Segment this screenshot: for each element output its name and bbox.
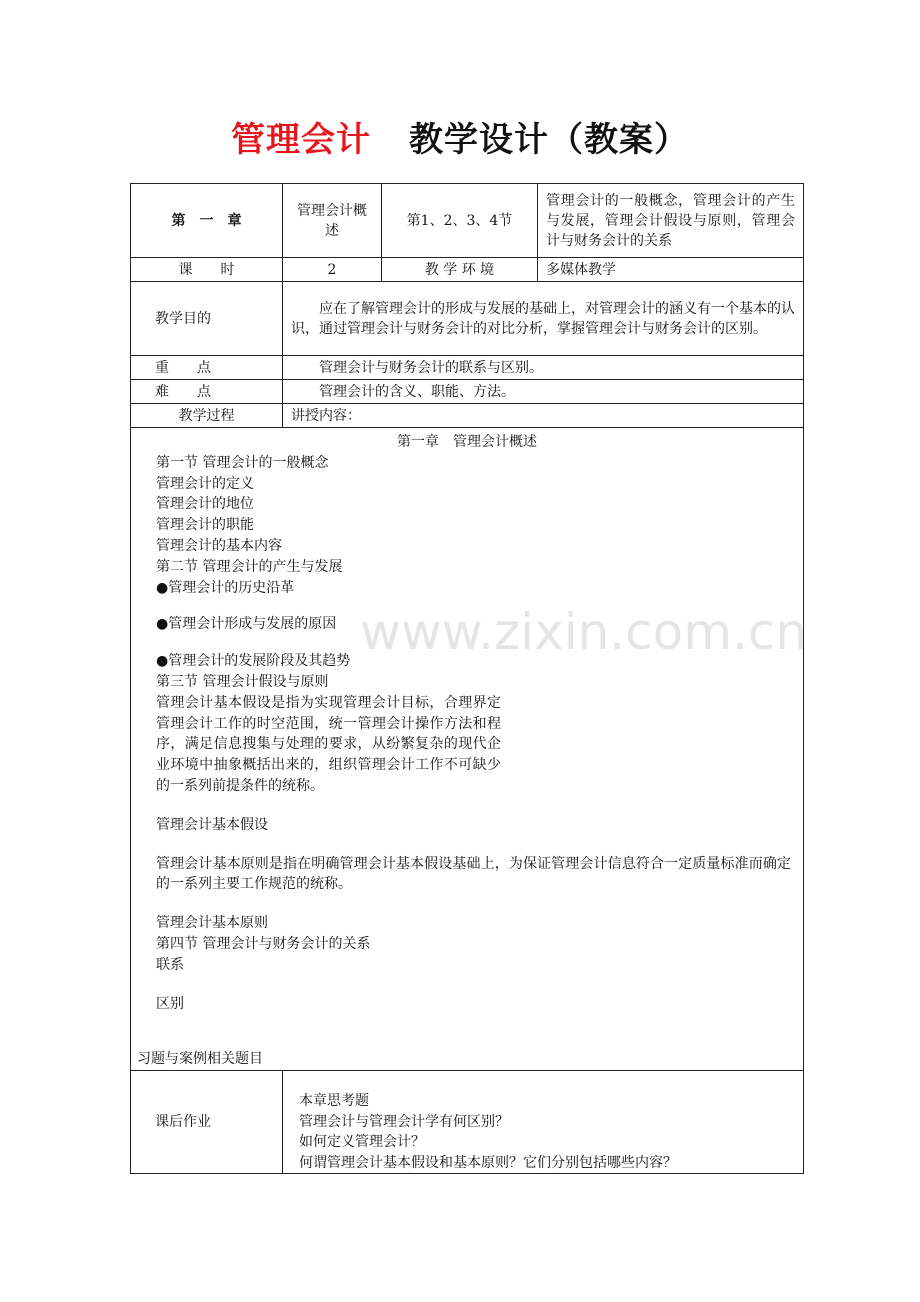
process-row: [131, 404, 804, 428]
homework-item: 何谓管理会计基本假设和基本原则？它们分别包括哪些内容？: [299, 1154, 677, 1171]
section-4-heading: 第四节 管理会计与财务会计的关系: [156, 935, 371, 952]
lecture-content: [131, 428, 803, 1070]
topics-cell: 管理会计的一般概念，管理会计的产生与发展，管理会计假设与原则，管理会计与财务会计的关系: [538, 184, 804, 258]
sections-cell: 第1、2、3、4节: [382, 184, 538, 258]
hours-label: 课 时: [131, 258, 283, 282]
bullet-item: ●管理会计形成与发展的原因: [156, 616, 337, 633]
homework-item: 管理会计与管理会计学有何区别？: [299, 1113, 509, 1130]
objective-text: 应在了解管理会计的形成与发展的基础上，对管理会计的涵义有一个基本的认识，通过管理会计与财务会计的对比分析，掌握管理会计与财务会计的区别。: [283, 282, 804, 356]
assumption-definition: 管理会计基本假设是指为实现管理会计目标，合理界定管理会计工作的时空范围，统一管理会计操作方法和程序，满足信息搜集与处理的要求，从纷繁复杂的现代企业环境中抽象概括出来的，组织管理会计工作不可缺少的一系列前提条件的统称。: [156, 694, 501, 794]
difficulty-label: 难 点: [131, 380, 283, 404]
objective-label: 教学目的: [131, 282, 283, 356]
title-red-part: 管理会计: [231, 120, 371, 160]
homework-label: 课后作业: [131, 1071, 283, 1174]
homework-list: [283, 1071, 803, 1173]
principle-title: 管理会计基本原则: [156, 915, 268, 932]
watermark: www.zixin.com.cn: [360, 603, 808, 661]
homework-item: 如何定义管理会计？: [299, 1134, 425, 1150]
section-1-heading: 第一节 管理会计的一般概念: [156, 454, 329, 471]
homework-cell: [283, 1071, 804, 1174]
title-black-part: 教学设计（教案）: [409, 120, 689, 160]
lesson-plan-table: [130, 183, 804, 1174]
process-label: 教学过程: [131, 404, 283, 428]
list-item: 管理会计的职能: [156, 517, 254, 534]
hours-row: [131, 258, 804, 282]
header-row: [131, 184, 804, 258]
chapter-cell: 第 一 章: [131, 184, 283, 258]
difference-label: 区别: [156, 995, 184, 1012]
content-row: [131, 428, 804, 1071]
section-3-heading: 第三节 管理会计假设与原则: [156, 673, 329, 690]
assumption-title: 管理会计基本假设: [156, 816, 268, 833]
objective-row: [131, 282, 804, 356]
env-value: 多媒体教学: [538, 258, 804, 282]
section-2-heading: 第二节 管理会计的产生与发展: [156, 558, 343, 575]
key-point-row: [131, 356, 804, 380]
difficulty-text: 管理会计的含义、职能、方法。: [283, 380, 804, 404]
env-label: 教 学 环 境: [382, 258, 538, 282]
hours-value: 2: [283, 258, 382, 282]
key-point-label: 重 点: [131, 356, 283, 380]
process-text: 讲授内容：: [283, 404, 804, 428]
content-cell: [131, 428, 804, 1071]
relation-label: 联系: [156, 956, 184, 973]
list-item: 管理会计的定义: [156, 475, 254, 492]
principle-definition: 管理会计基本原则是指在明确管理会计基本假设基础上，为保证管理会计信息符合一定质量标准而确定的一系列主要工作规范的统称。: [156, 855, 791, 893]
bullet-item: ●管理会计的发展阶段及其趋势: [156, 653, 351, 670]
homework-row: [131, 1071, 804, 1174]
difficulty-row: [131, 380, 804, 404]
chapter-name-cell: 管理会计概述: [283, 184, 382, 258]
bullet-item: ●管理会计的历史沿革: [156, 579, 295, 596]
list-item: 管理会计的地位: [156, 496, 254, 513]
page-title: [0, 112, 920, 162]
exercises-label: 习题与案例相关题目: [137, 1051, 263, 1068]
homework-item: 本章思考题: [299, 1093, 369, 1109]
content-chapter-title: 第一章 管理会计概述: [397, 434, 537, 450]
list-item: 管理会计的基本内容: [156, 537, 282, 554]
key-point-text: 管理会计与财务会计的联系与区别。: [283, 356, 804, 380]
